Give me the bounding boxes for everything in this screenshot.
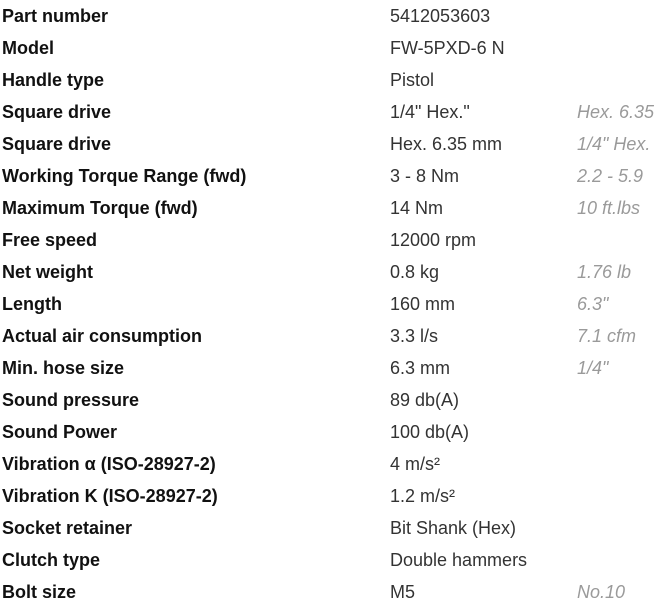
spec-row-free-speed xyxy=(0,224,664,256)
spec-row-length xyxy=(0,288,664,320)
spec-row-air-consumption xyxy=(0,320,664,352)
spec-label: Vibration K (ISO-28927-2) xyxy=(2,486,218,506)
spec-row-clutch-type xyxy=(0,544,664,576)
spec-row-model xyxy=(0,32,664,64)
spec-row-working-torque-range xyxy=(0,160,664,192)
spec-value: 100 db(A) xyxy=(390,422,470,442)
spec-value: 5412053603 xyxy=(390,6,491,26)
spec-alt-value: 1/4" xyxy=(577,358,609,378)
spec-row-bolt-size xyxy=(0,576,664,608)
spec-label: Socket retainer xyxy=(2,518,133,538)
spec-alt-value: 10 ft.lbs xyxy=(577,198,641,218)
spec-row-net-weight xyxy=(0,256,664,288)
spec-label: Part number xyxy=(2,6,109,26)
spec-row-handle-type xyxy=(0,64,664,96)
spec-value: M5 xyxy=(390,582,416,602)
spec-label: Handle type xyxy=(2,70,105,90)
spec-alt-value: 1.76 lb xyxy=(577,262,632,282)
spec-label: Sound Power xyxy=(2,422,118,442)
spec-label: Actual air consumption xyxy=(2,326,203,346)
spec-label: Square drive xyxy=(2,134,112,154)
spec-value: 12000 rpm xyxy=(390,230,477,250)
spec-value: 3 - 8 Nm xyxy=(390,166,460,186)
spec-row-vibration-k xyxy=(0,480,664,512)
spec-label: Bolt size xyxy=(2,582,77,602)
spec-label: Vibration α (ISO-28927-2) xyxy=(2,454,216,474)
spec-value: 6.3 mm xyxy=(390,358,451,378)
spec-alt-value: 2.2 - 5.9 xyxy=(577,166,644,186)
spec-row-vibration-alpha xyxy=(0,448,664,480)
spec-label: Clutch type xyxy=(2,550,101,570)
spec-value: Bit Shank (Hex) xyxy=(390,518,517,538)
spec-row-sound-pressure xyxy=(0,384,664,416)
spec-row-min-hose-size xyxy=(0,352,664,384)
spec-alt-value: No.10 xyxy=(577,582,626,602)
spec-label: Square drive xyxy=(2,102,112,122)
spec-value: 89 db(A) xyxy=(390,390,460,410)
spec-label: Sound pressure xyxy=(2,390,140,410)
spec-label: Net weight xyxy=(2,262,94,282)
spec-value: 0.8 kg xyxy=(390,262,440,282)
spec-value: 3.3 l/s xyxy=(390,326,439,346)
spec-alt-value: 1/4" Hex. xyxy=(577,134,651,154)
spec-alt-value: 6.3" xyxy=(577,294,609,314)
spec-row-socket-retainer xyxy=(0,512,664,544)
spec-label: Length xyxy=(2,294,62,314)
spec-label: Min. hose size xyxy=(2,358,125,378)
spec-value: FW-5PXD-6 N xyxy=(390,38,505,58)
spec-row-square-drive-metric xyxy=(0,128,664,160)
spec-value: Double hammers xyxy=(390,550,528,570)
spec-label: Working Torque Range (fwd) xyxy=(2,166,247,186)
spec-value: 160 mm xyxy=(390,294,456,314)
spec-value: 1/4" Hex." xyxy=(390,102,470,122)
spec-label: Maximum Torque (fwd) xyxy=(2,198,198,218)
spec-value: 14 Nm xyxy=(390,198,444,218)
spec-alt-value: Hex. 6.35 xyxy=(577,102,655,122)
spec-value: 4 m/s² xyxy=(390,454,441,474)
spec-row-square-drive-imperial xyxy=(0,96,664,128)
spec-alt-value: 7.1 cfm xyxy=(577,326,637,346)
spec-label: Model xyxy=(2,38,54,58)
spec-value: Pistol xyxy=(390,70,435,90)
spec-row-part-number xyxy=(0,0,664,32)
spec-value: Hex. 6.35 mm xyxy=(390,134,503,154)
spec-row-maximum-torque xyxy=(0,192,664,224)
spec-label: Free speed xyxy=(2,230,98,250)
spec-value: 1.2 m/s² xyxy=(390,486,456,506)
spec-row-sound-power xyxy=(0,416,664,448)
